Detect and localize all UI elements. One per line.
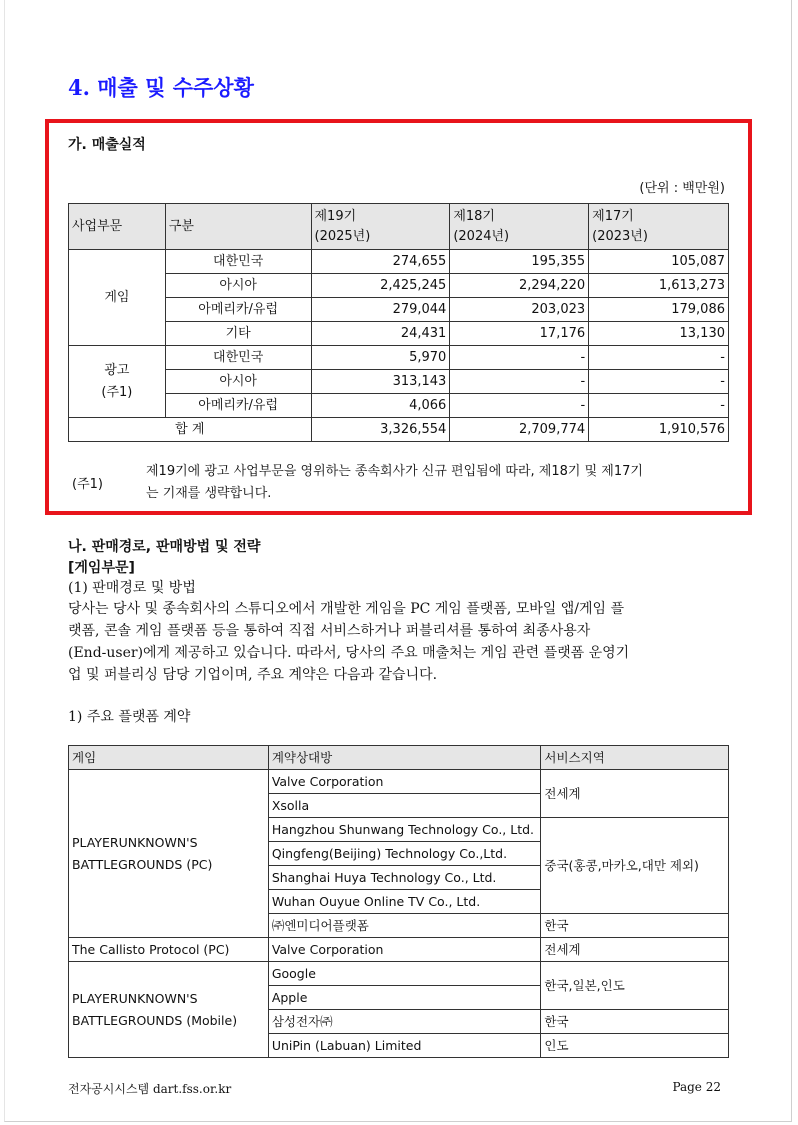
division-ad [69, 346, 166, 418]
value-fy17: 179,086 [589, 298, 729, 322]
header-fy18-year: (2024년) [453, 229, 510, 244]
region-cell: 아메리카/유럽 [165, 298, 311, 322]
note-text [146, 461, 736, 505]
total-row [69, 418, 729, 442]
header-division: 사업부문 [69, 204, 166, 250]
value-fy18: 195,355 [450, 250, 589, 274]
header-fy17-year: (2023년) [592, 229, 648, 244]
unit-label: (단위 : 백만원) [639, 181, 725, 196]
game-pubg-mobile [69, 962, 269, 1058]
section-title: 4. 매출 및 수주상황 [68, 75, 254, 100]
value-fy17: 105,087 [589, 250, 729, 274]
region-cell: 대한민국 [165, 250, 311, 274]
value-fy19: 279,044 [311, 298, 450, 322]
table-row [69, 370, 729, 394]
value-fy18: 203,023 [450, 298, 589, 322]
header-region: 서비스지역 [541, 746, 729, 770]
value-fy19: 24,431 [311, 322, 450, 346]
region-cell: 중국(홍콩,마카오,대만 제외) [541, 818, 729, 914]
total-fy18: 2,709,774 [450, 418, 589, 442]
value-fy19: 274,655 [311, 250, 450, 274]
value-fy19: 5,970 [311, 346, 450, 370]
region-cell: 전세계 [541, 938, 729, 962]
body-line: (End-user)에게 제공하고 있습니다. 따라서, 당사의 주요 매출처는 게임 관련 플랫폼 운영기 [68, 645, 630, 661]
division-heading: [게임부문] [68, 560, 135, 576]
table-row [69, 770, 729, 794]
counterparty-cell: ㈜엔미디어플랫폼 [268, 914, 541, 938]
header-fy18 [450, 204, 589, 250]
note-line: 제19기에 광고 사업부문을 영위하는 종속회사가 신규 편입됨에 따라, 제18기 및 제17기 [146, 464, 643, 479]
table-row [69, 962, 729, 986]
game-name-line: BATTLEGROUNDS (PC) [72, 856, 213, 872]
region-cell: 아시아 [165, 370, 311, 394]
counterparty-cell: Valve Corporation [268, 770, 541, 794]
region-cell: 인도 [541, 1034, 729, 1058]
value-fy18: - [450, 346, 589, 370]
game-name-line: BATTLEGROUNDS (Mobile) [72, 1012, 238, 1028]
value-fy19: 2,425,245 [311, 274, 450, 298]
value-fy18: - [450, 394, 589, 418]
note-line: 는 기재를 생략합니다. [146, 486, 272, 501]
value-fy17: - [589, 394, 729, 418]
header-game: 게임 [69, 746, 269, 770]
counterparty-cell: Qingfeng(Beijing) Technology Co.,Ltd. [268, 842, 541, 866]
sales-table [68, 203, 729, 442]
table-row [69, 250, 729, 274]
header-fy19-label: 제19기 [314, 209, 357, 224]
route-subhead: (1) 판매경로 및 방법 [68, 580, 196, 596]
body-line: 업 및 퍼블리싱 담당 기업이며, 주요 계약은 다음과 같습니다. [68, 667, 438, 683]
counterparty-cell: Xsolla [268, 794, 541, 818]
value-fy17: - [589, 346, 729, 370]
counterparty-cell: 삼성전자㈜ [268, 1010, 541, 1034]
value-fy18: - [450, 370, 589, 394]
region-cell: 기타 [165, 322, 311, 346]
total-fy17: 1,910,576 [589, 418, 729, 442]
header-fy18-label: 제18기 [453, 209, 495, 224]
counterparty-cell: Shanghai Huya Technology Co., Ltd. [268, 866, 541, 890]
value-fy17: - [589, 370, 729, 394]
table-row [69, 938, 729, 962]
counterparty-cell: Hangzhou Shunwang Technology Co., Ltd. [268, 818, 541, 842]
contracts-title: 1) 주요 플랫폼 계약 [68, 709, 191, 725]
table-row [69, 394, 729, 418]
body-line: 당사는 당사 및 종속회사의 스튜디오에서 개발한 게임을 PC 게임 플랫폼, 모바일 앱/게임 플 [68, 601, 625, 617]
region-cell: 한국,일본,인도 [541, 962, 729, 1010]
region-cell: 아시아 [165, 274, 311, 298]
note-label: (주1) [72, 477, 103, 492]
header-fy17-label: 제17기 [592, 209, 634, 224]
value-fy18: 17,176 [450, 322, 589, 346]
total-fy19: 3,326,554 [311, 418, 450, 442]
region-cell: 한국 [541, 1010, 729, 1034]
table-row [69, 322, 729, 346]
division-ad-label: 광고 [104, 362, 130, 378]
game-callisto: The Callisto Protocol (PC) [69, 938, 269, 962]
region-cell: 아메리카/유럽 [165, 394, 311, 418]
header-category: 구분 [165, 204, 311, 250]
value-fy18: 2,294,220 [450, 274, 589, 298]
game-name-line: PLAYERUNKNOWN'S [72, 834, 198, 850]
table-row [69, 274, 729, 298]
counterparty-cell: Valve Corporation [268, 938, 541, 962]
header-fy19 [311, 204, 450, 250]
total-label: 합 계 [69, 418, 312, 442]
footer-source: 전자공시시스템 dart.fss.or.kr [68, 1082, 232, 1096]
counterparty-cell: Google [268, 962, 541, 986]
region-cell: 대한민국 [165, 346, 311, 370]
game-pubg-pc [69, 770, 269, 938]
value-fy17: 13,130 [589, 322, 729, 346]
counterparty-cell: Wuhan Ouyue Online TV Co., Ltd. [268, 890, 541, 914]
table-row [69, 346, 729, 370]
page-number: Page 22 [672, 1080, 721, 1094]
sales-route-title: 나. 판매경로, 판매방법 및 전략 [68, 539, 261, 555]
game-name-line: PLAYERUNKNOWN'S [72, 990, 198, 1006]
platform-header-row [69, 746, 729, 770]
division-game: 게임 [69, 250, 166, 346]
header-counterparty: 계약상대방 [268, 746, 541, 770]
platform-table [68, 745, 729, 1058]
header-fy19-year: (2025년) [314, 229, 371, 244]
region-cell: 한국 [541, 914, 729, 938]
route-body [68, 598, 732, 686]
value-fy17: 1,613,273 [589, 274, 729, 298]
value-fy19: 313,143 [311, 370, 450, 394]
sales-title: 가. 매출실적 [68, 137, 146, 153]
value-fy19: 4,066 [311, 394, 450, 418]
table-row [69, 298, 729, 322]
counterparty-cell: Apple [268, 986, 541, 1010]
region-cell: 전세계 [541, 770, 729, 818]
header-fy17 [589, 204, 729, 250]
counterparty-cell: UniPin (Labuan) Limited [268, 1034, 541, 1058]
body-line: 랫폼, 콘솔 게임 플랫폼 등을 통하여 직접 서비스하거나 퍼블리셔를 통하여 최종사용자 [68, 623, 591, 639]
division-ad-note: (주1) [101, 384, 133, 400]
sales-header-row [69, 204, 729, 250]
